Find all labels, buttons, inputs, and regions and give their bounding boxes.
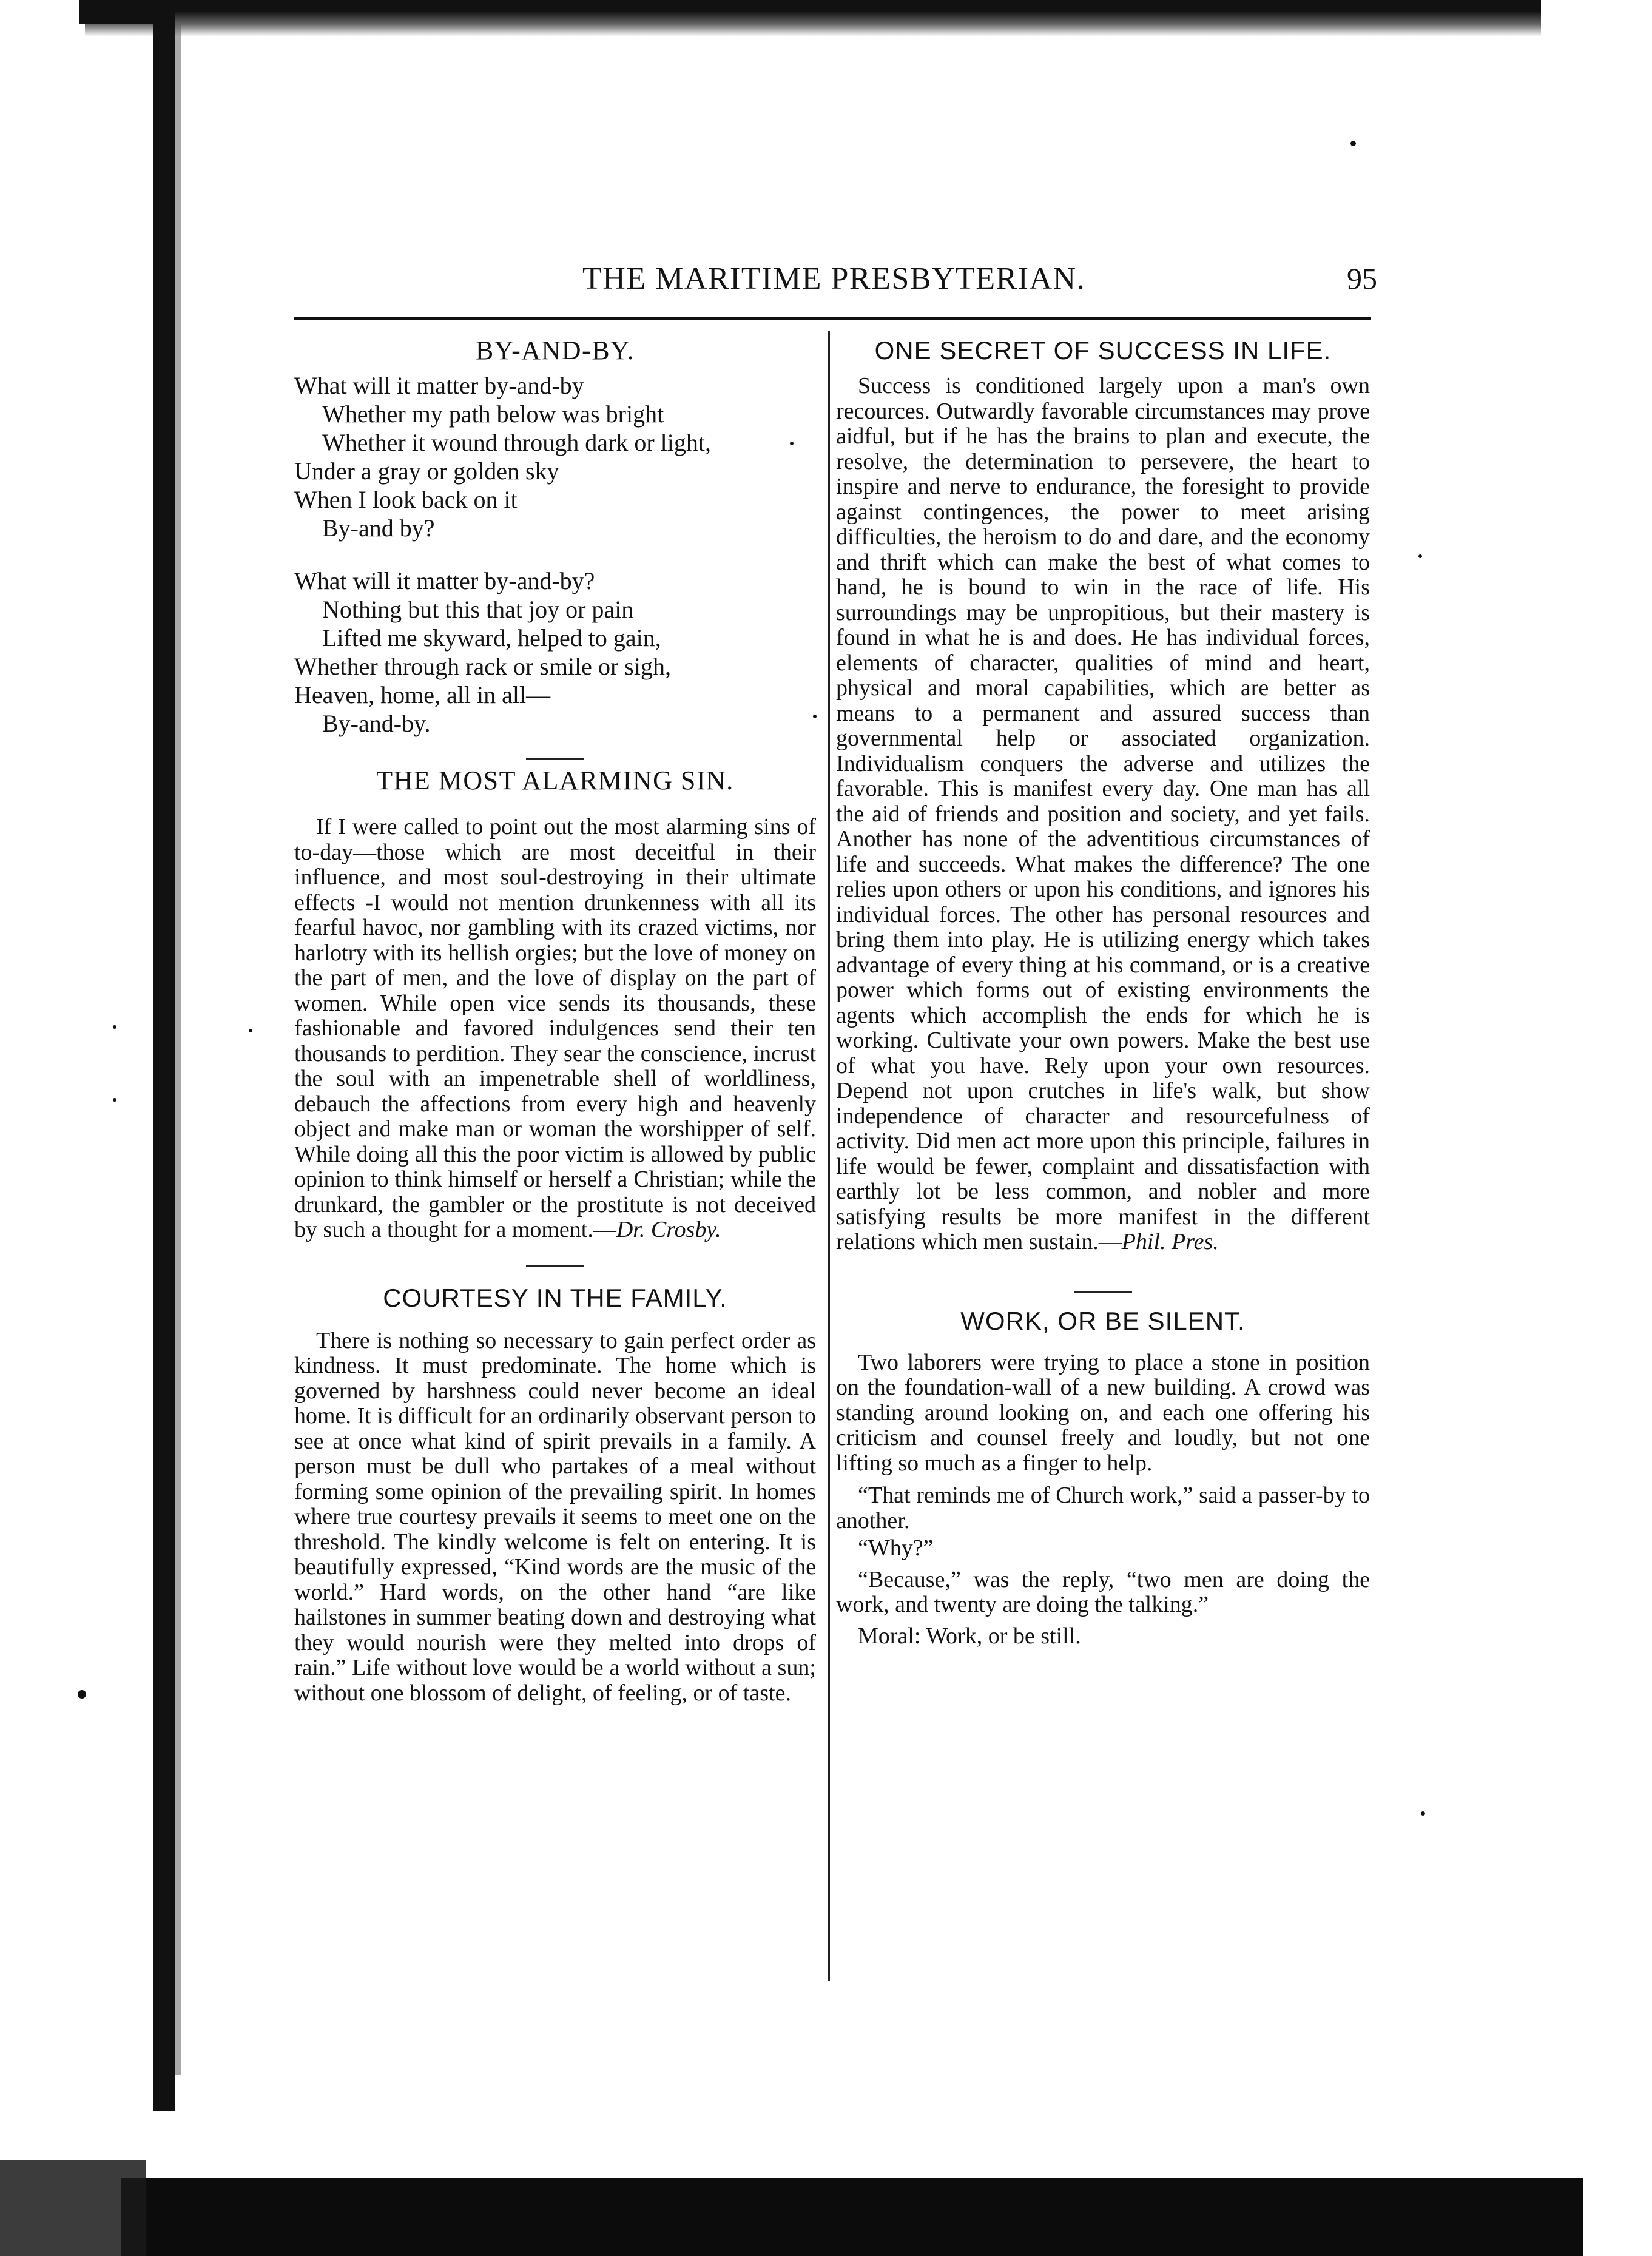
poem-line: What will it matter by-and-by xyxy=(294,372,584,399)
article-secret-of-success xyxy=(836,332,1370,1255)
scan-bottom-corner xyxy=(0,2160,146,2256)
body-text: If I were called to point out the most alarming sins of to-day—those which are most deceitful in their influence, and most soul-destroying in their ultimate effects -I would not mention drunkenness with all its fearful havoc, nor gambling with its crazed victims, nor harlotry with its hellish orgies; but the love of money on the part of men, and the love of display on the part of women. While open vice sends its thousands, these fashionable and favored indulgences send their ten thousands to perdition. They sear the conscience, incrust the soul with an impenetrable shell of worldliness, debauch the affections from every high and heavenly object and make man or woman the worshipper of self. While doing all this the poor victim is allowed by public opinion to think himself or herself a Christian; while the drunkard, the gambler or the prostitute is not deceived by such a thought for a moment.— xyxy=(294,814,816,1242)
left-column xyxy=(294,328,816,1706)
scan-speck xyxy=(113,1025,116,1029)
article-title: WORK, OR BE SILENT. xyxy=(960,1306,1246,1335)
poem-line: Whether it wound through dark or light, xyxy=(322,429,711,456)
poem-line: Nothing but this that joy or pain xyxy=(322,596,634,623)
article-title: THE MOST ALARMING SIN. xyxy=(376,766,734,795)
poem-line: Under a gray or golden sky xyxy=(294,457,559,485)
scan-speck xyxy=(1350,141,1356,146)
scan-binding-shadow xyxy=(153,6,175,2111)
scan-speck xyxy=(1418,554,1422,558)
article-paragraph: Moral: Work, or be still. xyxy=(858,1623,1081,1649)
article-title: ONE SECRET OF SUCCESS IN LIFE. xyxy=(874,336,1332,365)
header-rule xyxy=(294,317,1371,320)
poem-line: Heaven, home, all in all— xyxy=(294,681,551,709)
journal-title: THE MARITIME PRESBYTERIAN. xyxy=(582,261,1086,296)
scan-speck xyxy=(78,1690,86,1699)
section-separator xyxy=(1074,1291,1132,1293)
body-text: Success is conditioned largely upon a man's own recources. Outwardly favorable circumstances may prove aidful, but if he has the brains to plan and execute, the resolve, the determination to persevere, the heart to inspire and nerve to endurance, the foresight to provide against contingences, the power to meet arising difficulties, the heroism to do and dare, and the economy and thrift which can make the best of what comes to hand, he is bound to win in the race of life. His surroundings may be unpropitious, but their mastery is found in what he is and does. He has individual forces, elements of character, qualities of mind and heart, physical and moral capabilities, which are better as means to a permanent and assured success than governmental help or associated organization. Individualism conquers the adverse and utilizes the favorable. This is manifest every day. One man has all the aid of friends and position and society, and yet fails. Another has none of the adventitious circumstances of life and succeeds. What makes the difference? The one relies upon others or upon his conditions, and ignores his individual forces. The other has personal resources and bring them into play. He is utilizing energy which takes advantage of every thing at his command, or is a creative power which forms out of existing environments the agents which accomplish the ends for which he is working. Cultivate your own powers. Make the best use of what you have. Rely upon your own resources. Depend not upon crutches in life's walk, but show independence of character and resourcefulness of activity. Did men act more upon this principle, failures in life would be fewer, complaint and dissatisfaction with earthly lot be less common, and nobler and more satisfying results be more manifest in the different relations which men sustain.— xyxy=(836,373,1370,1254)
article-title: BY-AND-BY. xyxy=(475,335,635,365)
poem-line: When I look back on it xyxy=(294,486,518,513)
scan-top-corner xyxy=(79,0,164,24)
scan-binding-shadow-soft xyxy=(175,24,181,2075)
section-separator xyxy=(526,1265,584,1267)
article-paragraph: “Why?” xyxy=(858,1535,934,1561)
scan-speck xyxy=(1421,1811,1425,1816)
article-body xyxy=(836,374,1370,1255)
article-work-or-silent xyxy=(836,1303,1370,1649)
article-body: There is nothing so necessary to gain perfect order as kindness. It must predominate. The home which is governed by harshness could never become an ideal home. It is difficult for an ordinarily observant person to see at once what kind of spirit prevails in a family. A person must be dull who partakes of a meal without forming some opinion of the prevailing spirit. In homes where true courtesy prevails it seems to meet one on the threshold. The kindly welcome is felt on entering. It is beautifully expressed, “Kind words are the music of the world.” Hard words, on the other hand “are like hailstones in summer beating down and destroying what they would nourish were they melted into drops of rain.” Life without love would be a world without a sun; without one blossom of delight, of feeling, or of taste. xyxy=(294,1327,816,1706)
article-paragraph: Two laborers were trying to place a stone in position on the foundation-wall of a new building. A crowd was standing around looking on, and each one offering his criticism and counsel freely and loudly, but not one lifting so much as a finger to help. xyxy=(836,1349,1370,1476)
scan-bottom-edge xyxy=(121,2178,1583,2256)
article-by-and-by xyxy=(294,332,816,738)
page-number: 95 xyxy=(1347,261,1377,295)
poem-line: By-and-by. xyxy=(322,710,431,737)
poem-line: Whether my path below was bright xyxy=(322,400,664,428)
article-paragraph: “That reminds me of Church work,” said a passer-by to another. xyxy=(836,1483,1370,1534)
poem-line: Lifted me skyward, helped to gain, xyxy=(322,624,661,652)
poem-line: What will it matter by-and-by? xyxy=(294,567,595,594)
section-separator xyxy=(526,758,584,760)
poem-stanza-2 xyxy=(294,567,816,738)
right-column xyxy=(836,328,1370,1649)
poem-line: By-and by? xyxy=(322,514,435,542)
article-body xyxy=(294,815,816,1243)
poem-line: Whether through rack or smile or sigh, xyxy=(294,653,671,680)
article-most-alarming-sin xyxy=(294,763,816,1243)
scan-speck xyxy=(249,1029,252,1032)
article-title: COURTESY IN THE FAMILY. xyxy=(383,1283,727,1312)
scan-top-edge xyxy=(85,0,1541,36)
page-header xyxy=(291,261,1377,309)
poem-stanza-1 xyxy=(294,371,816,542)
scan-speck xyxy=(113,1098,116,1102)
attribution: Phil. Pres. xyxy=(1121,1229,1219,1254)
article-paragraph: “Because,” was the reply, “two men are doing the work, and twenty are doing the talking.” xyxy=(836,1566,1370,1617)
article-courtesy xyxy=(294,1280,816,1706)
attribution: Dr. Crosby. xyxy=(616,1217,721,1242)
column-rule xyxy=(828,331,830,1981)
